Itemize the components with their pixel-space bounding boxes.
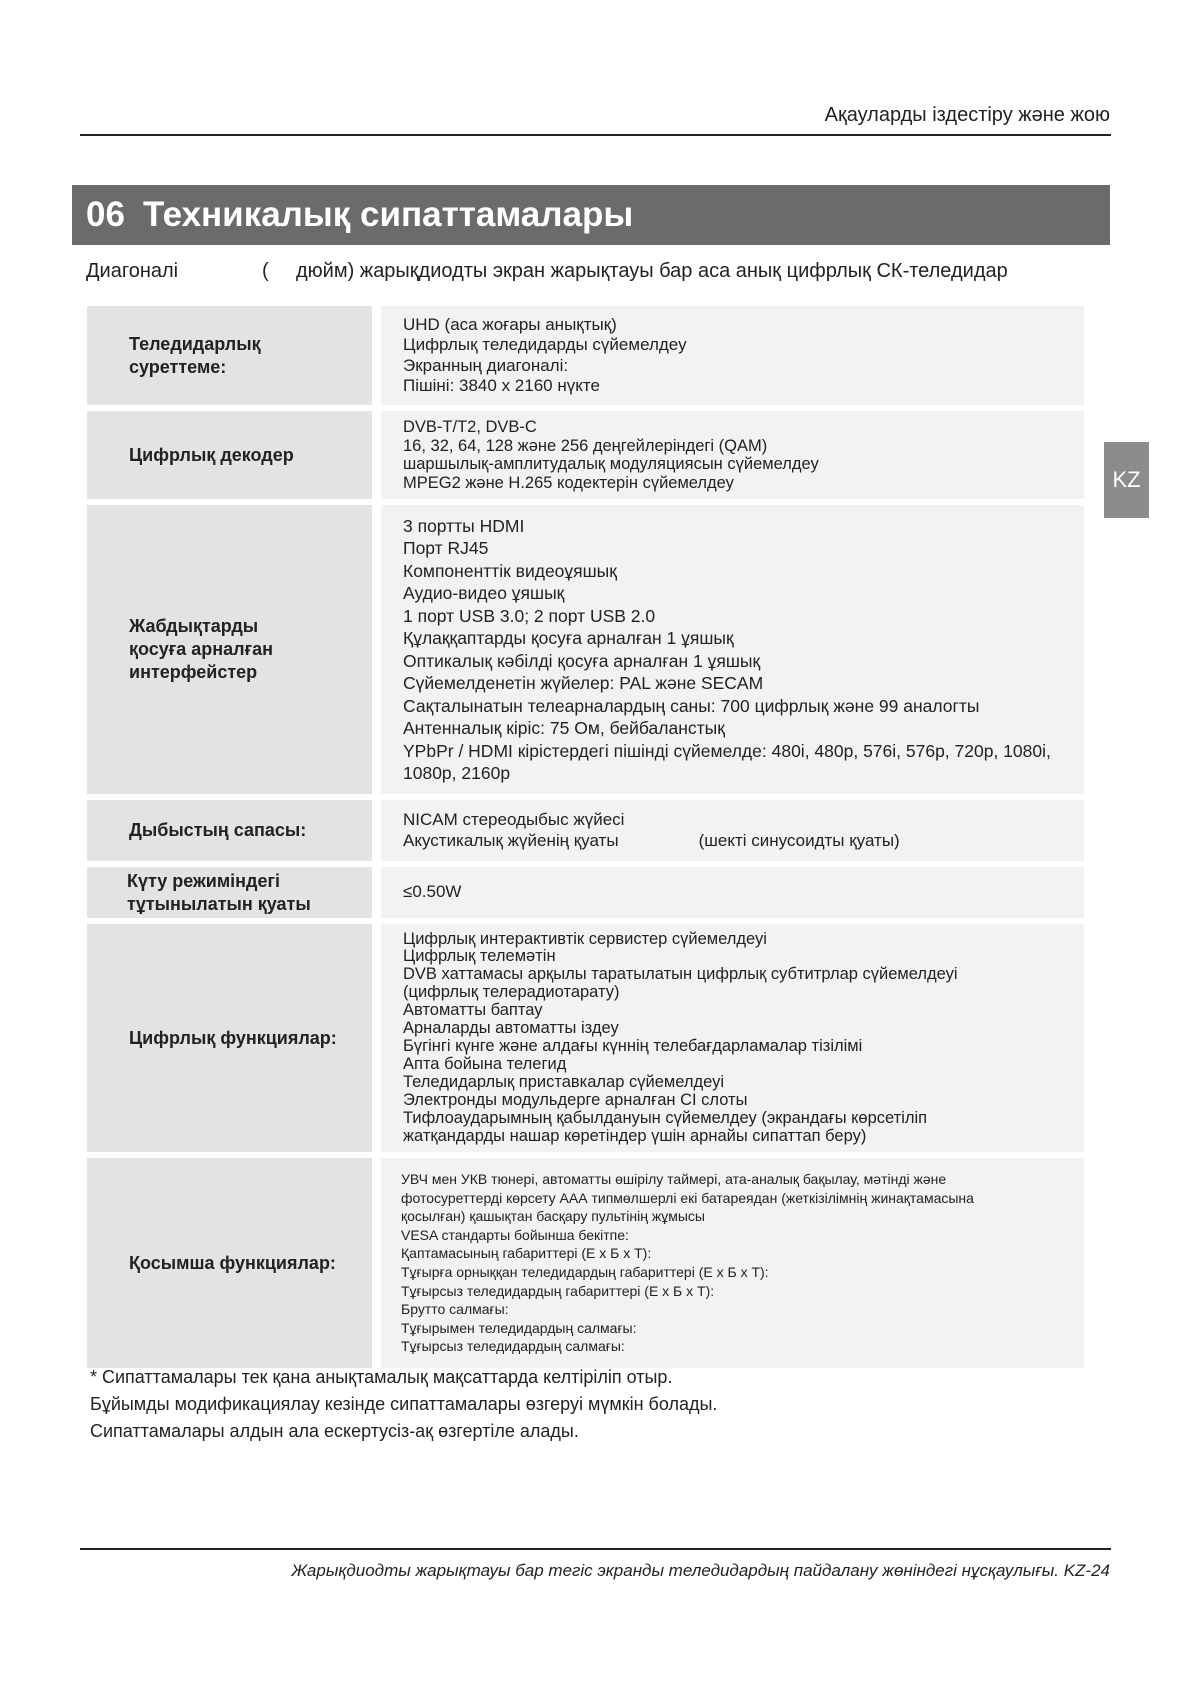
speaker-power-label: Акустикалық жүйенің қуаты — [403, 830, 619, 850]
diagonal-description: дюйм) жарықдиодты экран жарықтауы бар аса анық цифрлық СК-теледидар — [296, 260, 1008, 282]
spec-line: Порт RJ45 — [403, 538, 489, 558]
spec-label-text: Қосымша функциялар: — [129, 1252, 336, 1273]
language-tab-kz: KZ — [1104, 442, 1149, 518]
spec-line: Тұғырға орныққан теледидардың габариттері (Е х Б х Т): — [401, 1264, 769, 1280]
spec-label-text: Күту режиміндегі тұтынылатын қуаты — [127, 870, 311, 914]
spec-line: ≤0.50W — [403, 882, 462, 902]
spec-row-tv-picture — [87, 306, 1084, 405]
spec-label — [87, 505, 372, 794]
spec-line: Апта бойына телегид — [403, 1054, 567, 1073]
spec-line: Цифрлық теледидарды сүйемелдеу — [403, 335, 687, 354]
spec-line: Теледидарлық приставкалар сүйемелдеуі — [403, 1072, 725, 1091]
spec-label — [87, 306, 372, 405]
spec-label — [87, 800, 372, 861]
spec-line: Арналарды автоматты іздеу — [403, 1019, 619, 1038]
spec-label — [87, 1158, 372, 1368]
spec-value — [381, 867, 1084, 918]
spec-line: Антенналық кіріс: 75 Ом, бейбаланстық — [403, 718, 725, 738]
header-title: Ақауларды іздестіру және жою — [824, 104, 1110, 126]
spec-line: Тұғырымен теледидардың салмағы: — [401, 1319, 637, 1336]
footer-divider — [80, 1548, 1111, 1550]
spec-label-text: Дыбыстың сапасы: — [129, 820, 307, 840]
spec-value — [381, 1158, 1084, 1368]
spec-line: шаршылық-амплитудалық модуляциясын сүйемелдеу — [403, 455, 819, 473]
diagonal-line — [86, 260, 1116, 288]
spec-line: УВЧ мен УКВ тюнері, автоматты өшірілу таймері, ата-аналық бақылау, мәтінді және — [401, 1171, 947, 1188]
spec-line: Брутто салмағы: — [401, 1301, 509, 1318]
spec-line: Электронды модульдерге арналған CI слоты — [403, 1090, 748, 1109]
spec-value — [381, 411, 1084, 499]
spec-line: 16, 32, 64, 128 және 256 деңгейлеріндегі (QAM) — [403, 436, 768, 455]
spec-row-sound-quality — [87, 800, 1084, 861]
diagonal-paren: ( — [262, 260, 269, 282]
spec-value — [381, 306, 1084, 405]
spec-line: қосылған) қашықтан басқару пультінің жұмысы — [401, 1208, 705, 1225]
spec-line: Цифрлық телемәтін — [403, 947, 556, 966]
spec-line: Экранның диагоналі: — [403, 355, 569, 375]
spec-row-digital-decoder — [87, 411, 1084, 499]
spec-row-digital-functions — [87, 924, 1084, 1152]
spec-line: Пішіні: 3840 x 2160 нүкте — [403, 376, 600, 395]
section-title: Техникалық сипаттамалары — [142, 195, 634, 234]
spec-line — [403, 831, 1074, 852]
spec-line: Тифлоаударымның қабылдануын сүйемелдеу (экрандағы көрсетіліп — [403, 1108, 928, 1127]
spec-table — [87, 306, 1084, 1374]
spec-line: Автоматты баптау — [403, 1001, 543, 1020]
spec-label-text: Цифрлық декодер — [129, 444, 294, 465]
section-heading-bar — [72, 185, 1110, 245]
spec-line: (цифрлық телерадиотарату) — [403, 983, 620, 1002]
spec-line: фотосуреттерді көрсету ААА типмөлшерлі екі батареядан (жеткізілімнің жинақтамасына — [401, 1189, 974, 1206]
spec-line: YPbPr / HDMI кірістердегі пішінді сүйемелде: 480i, 480p, 576i, 576p, 720p, 1080i, 1080p, 2160p — [403, 740, 1051, 783]
spec-line: Қаптамасының габариттері (Е х Б х Т): — [401, 1245, 652, 1262]
spec-line: Компоненттік видеоұяшық — [403, 560, 617, 581]
spec-line: Сақталынатын телеарналардың саны: 700 цифрлық және 99 аналогты — [403, 695, 980, 716]
spec-row-extra-functions — [87, 1158, 1084, 1368]
section-number: 06 — [86, 195, 125, 234]
footnote: Бұйымды модификациялау кезінде сипаттамалары өзгеруі мүмкін болады. — [90, 1394, 718, 1414]
spec-line: DVB хаттамасы арқылы таратылатын цифрлық субтитрлар сүйемелдеуі — [403, 965, 958, 984]
spec-value — [381, 800, 1084, 861]
header-divider — [80, 134, 1111, 136]
spec-line: Бүгінгі күнге және алдағы күннің телебағдарламалар тізілімі — [403, 1037, 863, 1055]
spec-value — [381, 505, 1084, 794]
footnote: * Сипаттамалары тек қана анықтамалық мақсаттарда келтіріліп отыр. — [90, 1367, 673, 1387]
footnotes — [90, 1364, 717, 1445]
spec-label-text: Теледидарлық суреттеме: — [129, 333, 261, 377]
spec-line: Сүйемелденетін жүйелер: PAL және SECAM — [403, 673, 764, 693]
spec-line: жатқандарды нашар көретіндер үшін арнайы сипаттап беру) — [403, 1126, 867, 1145]
spec-line: 3 портты HDMI — [403, 515, 525, 536]
spec-line: 1 порт USB 3.0; 2 порт USB 2.0 — [403, 605, 656, 626]
footer-text: Жарықдиодты жарықтауы бар тегіс экранды теледидардың пайдалану жөніндегі нұсқаулығы. KZ-24 — [291, 1561, 1110, 1580]
spec-line: Тұғырсыз теледидардың габариттері (Е х Б х Т): — [401, 1282, 715, 1299]
spec-line: Оптикалық кәбілді қосуға арналған 1 ұяшық — [403, 650, 761, 671]
spec-label-text: Жабдықтарды қосуға арналған интерфейстер — [129, 616, 273, 682]
spec-row-standby-power — [87, 867, 1084, 918]
spec-line: Цифрлық интерактивтік сервистер сүйемелдеуі — [403, 929, 767, 948]
spec-value — [381, 924, 1084, 1152]
spec-label — [87, 924, 372, 1152]
spec-line: Құлаққаптарды қосуға арналған 1 ұяшық — [403, 628, 734, 648]
spec-line: NICAM стереодыбыс жүйесі — [403, 810, 625, 829]
spec-line: MPEG2 және H.265 кодектерін сүйемелдеу — [403, 473, 734, 492]
spec-line: VESA стандарты бойынша бекітпе: — [401, 1226, 629, 1243]
spec-row-interfaces — [87, 505, 1084, 794]
speaker-power-note: (шекті синусоидты қуаты) — [698, 830, 900, 850]
spec-line: UHD (аса жоғары анықтық) — [403, 314, 617, 334]
footnote: Сипаттамалары алдын ала ескертусіз-ақ өзгертіле алады. — [90, 1421, 579, 1441]
spec-line: DVB-T/T2, DVB-C — [403, 418, 537, 436]
spec-label — [87, 867, 372, 918]
diagonal-label: Диагоналі — [86, 260, 179, 282]
spec-line: Аудио-видео ұяшық — [403, 583, 565, 603]
spec-label-text: Цифрлық функциялар: — [129, 1027, 337, 1048]
spec-line: Тұғырсыз теледидардың салмағы: — [401, 1338, 625, 1355]
spec-label — [87, 411, 372, 499]
